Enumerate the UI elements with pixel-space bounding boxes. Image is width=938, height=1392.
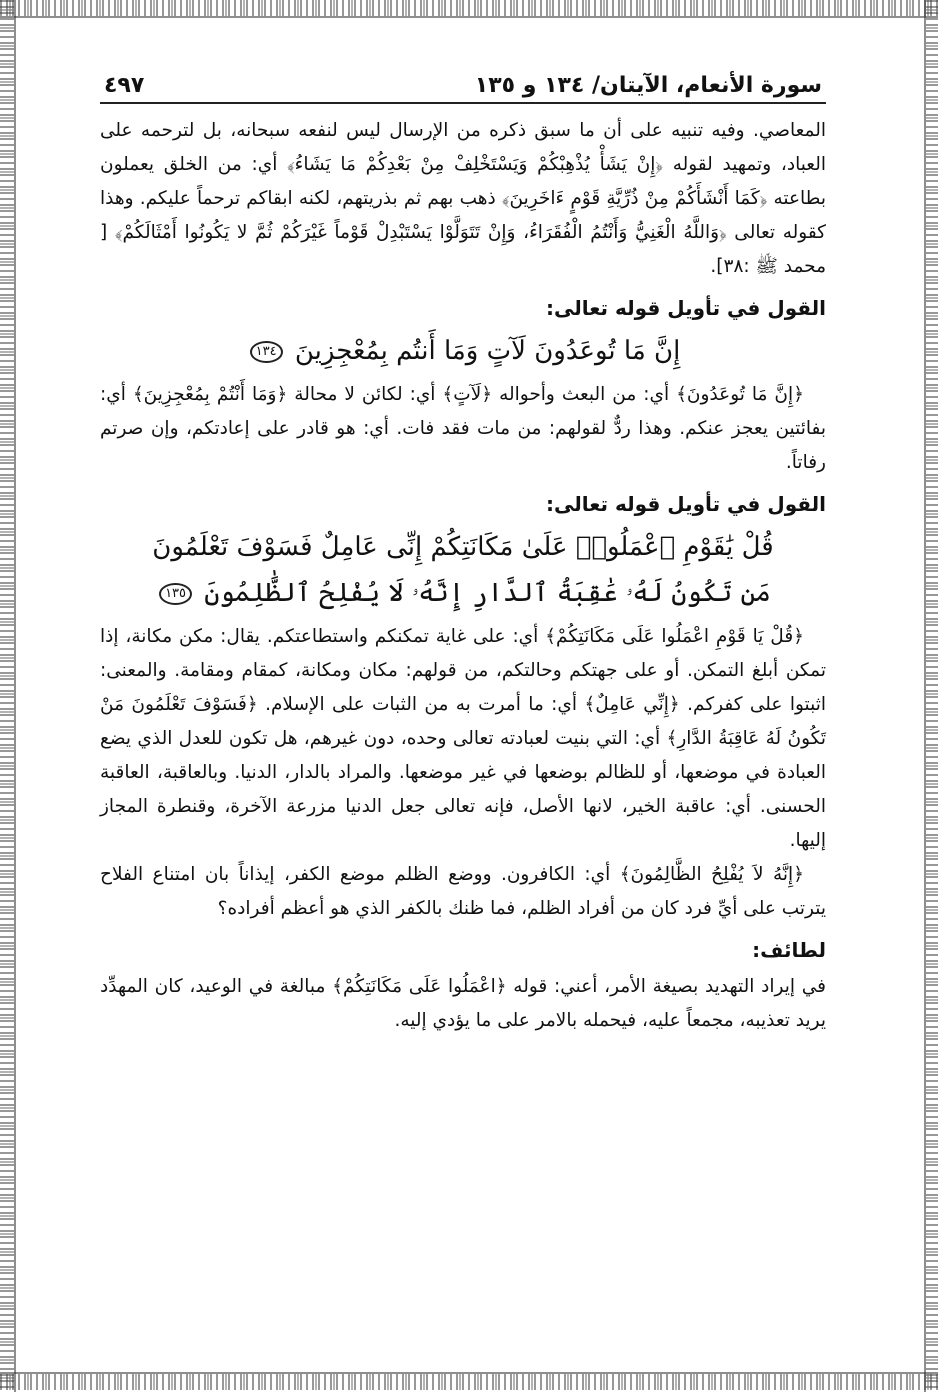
page-header	[100, 52, 826, 104]
page-content	[100, 104, 826, 1038]
paragraph-4: ﴿إِنَّهُ لاَ يُفْلِحُ الظَّالِمُونَ﴾ أي: الكافرون. ووضع الظلم موضع الكفر، إيذاناً بان امتناع الفلاح يترتب على أيِّ فرد كان من أفراد الظلم، فما ظنك بالكفر الذي هو أعظم أفراده؟	[100, 864, 826, 919]
verse-135-number: ١٣٥	[159, 583, 192, 605]
decorative-border-top	[0, 0, 938, 18]
book-page	[100, 52, 826, 1362]
paragraph-5: في إيراد التهديد بصيغة الأمر، أعني: قوله ﴿اعْمَلُوا عَلَى مَكَانَتِكُمْ﴾ مبالغة في الوعيد، كان المهدِّد يريد تعذيبه، مجمعاً عليه، فيحمله بالامر على ما يؤدي إليه.	[100, 976, 826, 1031]
page-number: ٤٩٧	[104, 73, 145, 98]
verse-135	[100, 524, 826, 616]
section-heading-2: القول في تأويل قوله تعالى:	[546, 492, 826, 516]
verse-134-text: إِنَّ مَا تُوعَدُونَ لَآتٍ وَمَا أَنتُم بِمُعْجِزِينَ	[294, 336, 681, 366]
verse-134	[100, 328, 826, 374]
decorative-border-bottom	[0, 1372, 938, 1390]
paragraph-1: المعاصي. وفيه تنبيه على أن ما سبق ذكره من الإرسال ليس لنفعه سبحانه، بل لترحمه على العباد، وتمهيد لقوله ﴿إِنْ يَشَأْ يُذْهِبْكُمْ وَيَسْتَخْلِفْ مِنْ بَعْدِكُمْ مَا يَشَاءُ﴾ أي: من الخلق يعملون بطاعته ﴿كَمَا أَنْشَأَكُمْ مِنْ ذُرِّيَّةِ قَوْمٍ ءَاخَرِينَ﴾ ذهب بهم ثم بذريتهم، لكنه ابقاكم ترحماً عليكم. وهذا كقوله تعالى ﴿وَاللَّهُ الْغَنِيُّ وَأَنْتُمُ الْفُقَرَاءُ، وَإِنْ تَتَوَلَّوْا يَسْتَبْدِلْ قَوْماً غَيْرَكُمْ ثُمَّ لا يَكُونُوا أَمْثَالَكُمْ﴾ [ محمد ﷺ :٣٨].	[100, 120, 826, 277]
running-title: سورة الأنعام، الآيتان/ ١٣٤ و ١٣٥	[474, 73, 822, 98]
section-heading-3: لطائف:	[752, 938, 826, 962]
verse-135-line-1: قُلْ يَٰقَوْمِ ٱعْمَلُوا۟ عَلَىٰ مَكَانَتِكُمْ إِنِّى عَامِلٌ فَسَوْفَ تَعْلَمُونَ	[152, 532, 774, 562]
paragraph-3: ﴿قُلْ يَا قَوْمِ اعْمَلُوا عَلَى مَكَانَتِكُمْ﴾ أي: على غاية تمكنكم واستطاعتكم. يقال: مكن مكانة، إذا تمكن أبلغ التمكن. أو على جهتكم وحالتكم، من قولهم: مكان ومكانة، كمقام ومقامة. والمعنى: اثبتوا على كفركم. ﴿إِنِّي عَامِلٌ﴾ أي: ما أمرت به من الثبات على الإسلام. ﴿فَسَوْفَ تَعْلَمُونَ مَنْ تَكُونُ لَهُ عَاقِبَةُ الدَّارِ﴾ أي: التي بنيت لعبادته تعالى وحده، دون غيرهم، هل تكون للعدل الذي يضع العبادة في موضعها، أو للظالم بوضعها في غير موضعها. والمراد بالدار، الدنيا. وبالعاقبة، العاقبة الحسنى. أي: عاقبة الخير، لانها الأصل، فإنه تعالى جعل الدنيا مزرعة الآخرة، وقنطرة المجاز إليها.	[100, 626, 826, 851]
verse-134-number: ١٣٤	[250, 341, 283, 363]
decorative-border-right	[924, 0, 938, 1392]
paragraph-2: ﴿إِنَّ مَا تُوعَدُونَ﴾ أي: من البعث وأحواله ﴿لَآتٍ﴾ أي: لكائن لا محالة ﴿وَمَا أَنْتُمْ بِمُعْجِزِينَ﴾ أي: بفائتين يعجز عنكم. وهذا ردٌّ لقولهم: من مات فقد فات. أي: هو قادر على إعادتكم، وإن صرتم رفاتاً.	[100, 384, 826, 473]
section-heading-1: القول في تأويل قوله تعالى:	[546, 296, 826, 320]
verse-135-line-2: مَن تَكُونُ لَهُۥ عَٰقِبَةُ ٱلدَّارِ إِنَّهُۥ لَا يُفْلِحُ ٱلظَّٰلِمُونَ	[204, 578, 771, 608]
decorative-border-left	[0, 0, 16, 1392]
